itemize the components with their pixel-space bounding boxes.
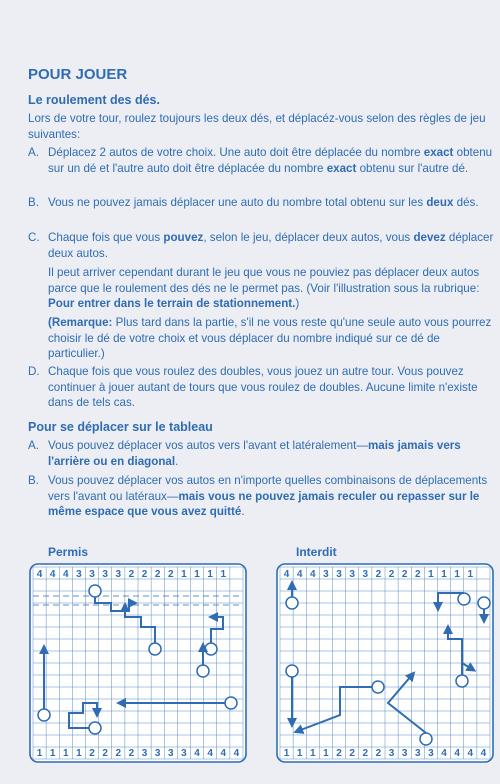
bottom-number: 2 — [128, 748, 135, 759]
rule-letter: B. — [28, 196, 39, 209]
top-number: 2 — [401, 569, 408, 580]
rule-letter: A. — [28, 439, 39, 452]
bottom-number: 4 — [194, 748, 200, 759]
bottom-number: 2 — [89, 748, 95, 759]
rule-text: Vous pouvez déplacer vos autos vers l'avant et latéralement—mais jamais vers l'arrière ou en diagonal. — [48, 439, 461, 468]
rule-text: Chaque fois que vous pouvez, selon le jeu, déplacer deux autos, vous devez déplacer deux autos. — [48, 231, 494, 260]
move-rule-a — [28, 438, 494, 469]
section-heading-board: Pour se déplacer sur le tableau — [28, 420, 213, 434]
rule-d — [28, 364, 494, 411]
top-number-row — [37, 569, 227, 580]
interdit-board — [276, 563, 494, 763]
bottom-number: 3 — [168, 748, 174, 759]
top-number: 4 — [296, 569, 303, 580]
rule-c-note: Il peut arriver cependant durant le jeu que vous ne pouviez pas déplacer deux autos parce que le roulement des dés ne le permet pas. (Voir l'illustration sous la rubrique: Pour entrer dans le terrain de stationnement.) — [48, 266, 480, 311]
rule-text: Vous pouvez déplacer vos autos en n'importe quelles combinaisons de déplacements vers l'avant ou latéraux—mais vous ne pouvez jamais reculer ou repasser sur le même espace que vous avez quitté. — [48, 474, 488, 519]
move-rule-b — [28, 473, 494, 520]
bottom-number: 4 — [467, 748, 474, 759]
top-number: 1 — [428, 569, 434, 580]
rule-letter: C. — [28, 231, 40, 244]
top-number: 2 — [154, 569, 161, 580]
top-number: 1 — [441, 569, 447, 580]
bottom-number: 2 — [102, 748, 108, 759]
bottom-number: 1 — [49, 748, 56, 759]
page-title: POUR JOUER — [28, 66, 128, 83]
top-number: 1 — [454, 569, 460, 580]
bottom-number: 3 — [428, 748, 434, 759]
bottom-number: 1 — [63, 748, 69, 759]
bottom-number: 3 — [141, 748, 148, 759]
top-number: 1 — [207, 569, 213, 580]
top-number: 3 — [349, 569, 355, 580]
top-number: 4 — [63, 569, 69, 580]
rule-letter: D. — [28, 365, 40, 378]
rule-c — [28, 230, 494, 261]
bottom-number: 3 — [154, 748, 161, 759]
top-number-row — [284, 569, 474, 580]
interdit-label: Interdit — [296, 545, 337, 559]
permis-board — [29, 563, 247, 763]
top-number: 3 — [89, 569, 95, 580]
top-number: 4 — [310, 569, 316, 580]
bottom-number: 1 — [323, 748, 329, 759]
bottom-number: 2 — [375, 748, 382, 759]
top-number: 1 — [194, 569, 200, 580]
bottom-number: 4 — [207, 748, 213, 759]
bottom-number: 3 — [401, 748, 408, 759]
bottom-number: 2 — [349, 748, 355, 759]
bottom-number: 4 — [454, 748, 460, 759]
top-number: 2 — [141, 569, 148, 580]
bottom-number: 3 — [388, 748, 395, 759]
rule-letter: B. — [28, 474, 39, 487]
top-number: 3 — [336, 569, 342, 580]
bottom-number: 1 — [36, 748, 43, 759]
bottom-number: 4 — [480, 748, 487, 759]
rule-text: Déplacez 2 autos de votre choix. Une auto doit être déplacée du nombre exact obtenu sur un dé et l'autre auto doit être déplacée du nombre exact obtenu sur l'autre dé. — [48, 146, 493, 175]
rule-a — [28, 145, 494, 176]
top-number: 3 — [362, 569, 369, 580]
top-number: 1 — [220, 569, 227, 580]
bottom-number: 4 — [220, 748, 227, 759]
bottom-number: 4 — [441, 748, 447, 759]
bottom-number: 4 — [233, 748, 240, 759]
bottom-number: 1 — [283, 748, 290, 759]
bottom-number: 1 — [76, 748, 82, 759]
bottom-number: 2 — [362, 748, 369, 759]
bottom-number: 1 — [296, 748, 303, 759]
rule-letter: A. — [28, 146, 39, 159]
top-number: 2 — [388, 569, 395, 580]
bottom-number: 1 — [310, 748, 316, 759]
rule-c-remark: (Remarque: Plus tard dans la partie, s'il ne vous reste qu'une seule auto vous pourrez choisir le dé de votre choix et vous déplacer du nombre indiqué sur ce dé de particulier.) — [48, 316, 492, 361]
bottom-number: 2 — [336, 748, 342, 759]
section-heading-dice: Le roulement des dés. — [28, 93, 160, 107]
top-number: 1 — [467, 569, 474, 580]
top-number: 2 — [375, 569, 382, 580]
top-number: 3 — [115, 569, 122, 580]
top-number: 3 — [76, 569, 82, 580]
top-number: 4 — [36, 569, 43, 580]
rule-text: Chaque fois que vous roulez des doubles, vous jouez un autre tour. Vous pouvez continuer à jouer autant de tours que vous roulez de doubles. Aucune limite n'existe dans de tels cas. — [48, 365, 478, 410]
rule-b — [28, 195, 494, 211]
top-number: 3 — [323, 569, 329, 580]
top-number: 2 — [128, 569, 135, 580]
top-number: 1 — [181, 569, 187, 580]
section-intro: Lors de votre tour, roulez toujours les deux dés, et déplacéz-vous selon des règles de jeu suivantes: — [28, 112, 486, 141]
top-number: 2 — [415, 569, 421, 580]
permis-label: Permis — [48, 545, 89, 559]
bottom-number: 3 — [181, 748, 187, 759]
rule-text: Vous ne pouvez jamais déplacer une auto du nombre total obtenu sur les deux dés. — [48, 196, 479, 209]
permis-board-svg — [29, 563, 247, 763]
bottom-number: 3 — [415, 748, 421, 759]
top-number: 2 — [168, 569, 174, 580]
top-number: 3 — [102, 569, 108, 580]
interdit-board-svg — [276, 563, 494, 763]
top-number: 4 — [283, 569, 290, 580]
top-number: 4 — [49, 569, 56, 580]
bottom-number: 2 — [115, 748, 122, 759]
